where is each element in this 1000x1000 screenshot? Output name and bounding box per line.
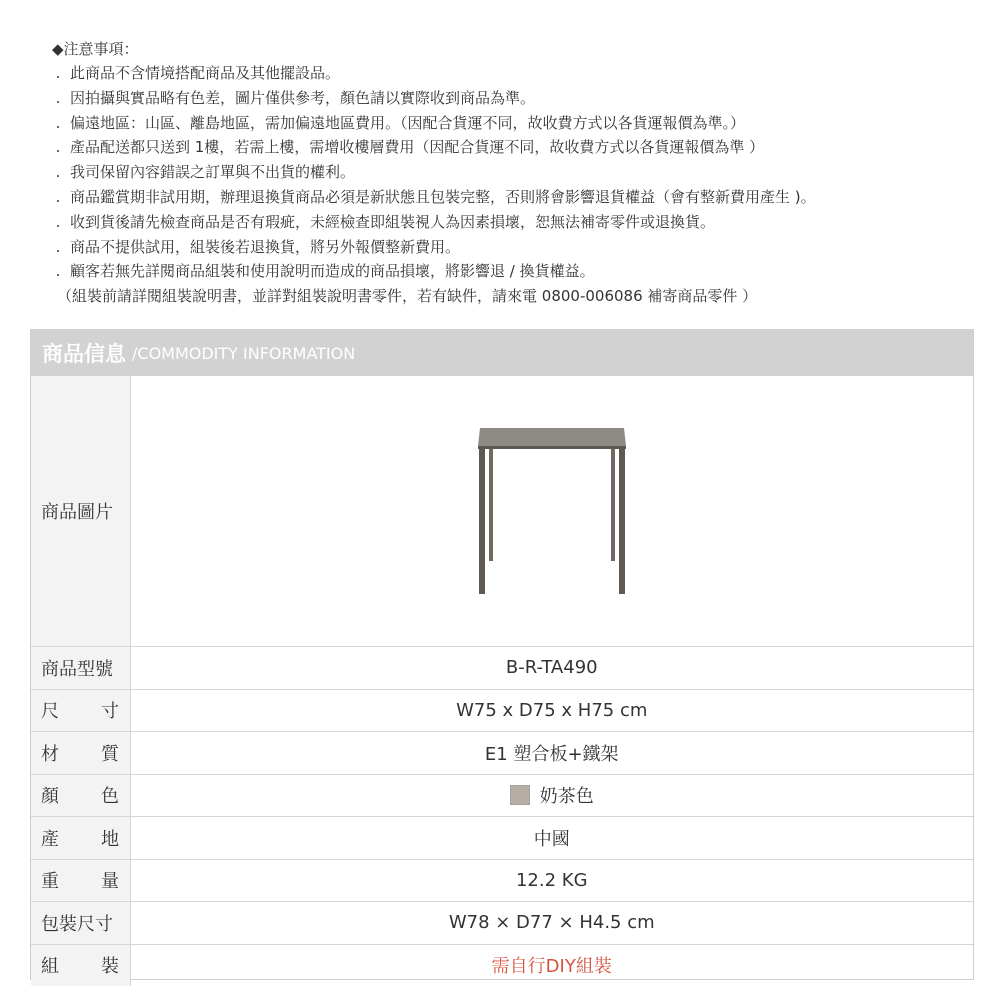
bullet: . <box>55 88 61 107</box>
note-text: 商品不提供試用，組裝後若退換貨，將另外報價整新費用。 <box>70 237 461 256</box>
table-row <box>31 859 973 902</box>
bullet: . <box>55 138 61 157</box>
table-row <box>31 647 973 690</box>
bullet: . <box>55 212 61 231</box>
spread-label <box>41 740 119 766</box>
info-title-en: /COMMODITY INFORMATION <box>132 343 356 363</box>
label-char: 重 <box>41 871 59 893</box>
list-item <box>52 210 992 235</box>
spec-label <box>31 689 130 732</box>
label-char: 量 <box>101 871 119 893</box>
list-item <box>52 86 992 111</box>
table-apron <box>478 446 626 449</box>
notes-section <box>52 37 992 308</box>
spec-label <box>31 944 130 986</box>
note-text: 此商品不含情境搭配商品及其他擺設品。 <box>70 64 341 82</box>
table-leg <box>489 449 493 561</box>
spec-label <box>31 732 130 775</box>
table-row <box>31 774 973 817</box>
note-text: 我司保留內容錯誤之訂單與不出貨的權利。 <box>70 163 356 182</box>
table-row <box>31 376 973 647</box>
spec-value: W75 x D75 x H75 cm <box>130 689 973 732</box>
bullet: . <box>55 113 61 132</box>
spec-value: W78 × D77 × H4.5 cm <box>130 902 973 945</box>
spread-label <box>41 867 119 893</box>
info-header <box>31 330 973 376</box>
list-item <box>52 61 992 86</box>
table-row <box>31 902 973 945</box>
label-char: 產 <box>41 828 59 850</box>
spread-label <box>41 952 119 978</box>
label-char: 寸 <box>101 701 119 723</box>
spec-label: 商品圖片 <box>31 376 130 647</box>
list-item <box>52 235 992 260</box>
spread-label <box>41 697 119 723</box>
info-title-zh: 商品信息 <box>42 342 126 366</box>
note-text: 因拍攝與實品略有色差，圖片僅供參考，顏色請以實際收到商品為準。 <box>70 88 536 107</box>
label-char: 尺 <box>41 701 59 723</box>
label-char: 色 <box>101 786 119 808</box>
note-text: 偏遠地區：山區、離島地區，需加偏遠地區費用。（因配合貨運不同，故收費方式以各貨運報價為準。） <box>70 113 746 132</box>
bullet: . <box>55 187 61 206</box>
list-item <box>52 111 992 136</box>
product-image <box>474 426 630 596</box>
bullet: . <box>55 237 61 256</box>
table-row <box>31 944 973 986</box>
color-swatch <box>510 785 530 805</box>
list-item <box>52 135 992 160</box>
notes-footer: （組裝前請詳閱組裝說明書，並詳對組裝說明書零件，若有缺件，請來電 0800-006086 補寄商品零件 ） <box>57 287 758 306</box>
list-item <box>52 259 992 284</box>
spec-table <box>31 376 973 986</box>
commodity-info-panel <box>30 329 974 980</box>
note-text: 收到貨後請先檢查商品是否有瑕疵，未經檢查即組裝視人為因素損壞，恕無法補寄零件或退換貨。 <box>70 212 716 231</box>
spec-value: E1 塑合板+鐵架 <box>130 732 973 775</box>
notes-title: ◆注意事項： <box>52 40 139 58</box>
bullet: . <box>55 262 61 281</box>
table-row <box>31 732 973 775</box>
label-char: 組 <box>41 956 59 978</box>
spread-label <box>41 782 119 808</box>
note-text: 顧客若無先詳閱商品組裝和使用說明而造成的商品損壞，將影響退 / 換貨權益。 <box>70 262 595 281</box>
spec-label: 包裝尺寸 <box>31 902 130 945</box>
label-char: 裝 <box>101 956 119 978</box>
spec-value: 12.2 KG <box>130 859 973 902</box>
notes-list <box>52 61 992 284</box>
assembly-note: 需自行DIY組裝 <box>130 944 973 986</box>
table-row <box>31 817 973 860</box>
label-char: 材 <box>41 743 59 765</box>
table-leg <box>611 449 615 561</box>
label-char: 地 <box>101 828 119 850</box>
spec-label <box>31 774 130 817</box>
color-name: 奶茶色 <box>539 786 594 808</box>
table-leg <box>619 449 625 594</box>
spread-label <box>41 825 119 851</box>
table-row <box>31 689 973 732</box>
bullet: . <box>55 64 61 82</box>
spec-label <box>31 817 130 860</box>
table-leg <box>479 449 485 594</box>
spec-label: 商品型號 <box>31 647 130 690</box>
bullet: . <box>55 163 61 182</box>
note-text: 商品鑑賞期非試用期，辦理退換貨商品必須是新狀態且包裝完整，否則將會影響退貨權益（會有整新費用產生 )。 <box>70 187 816 206</box>
spec-label <box>31 859 130 902</box>
label-char: 顏 <box>41 786 59 808</box>
spec-value: 中國 <box>130 817 973 860</box>
label-char: 質 <box>101 743 119 765</box>
note-text: 產品配送都只送到 1樓，若需上樓，需增收樓層費用（因配合貨運不同，故收費方式以各貨運報價為準 ） <box>70 138 765 157</box>
list-item <box>52 160 992 185</box>
spec-value: B-R-TA490 <box>130 647 973 690</box>
table-top <box>478 428 626 446</box>
product-image-cell <box>130 376 973 647</box>
spec-value <box>130 774 973 817</box>
list-item <box>52 185 992 210</box>
